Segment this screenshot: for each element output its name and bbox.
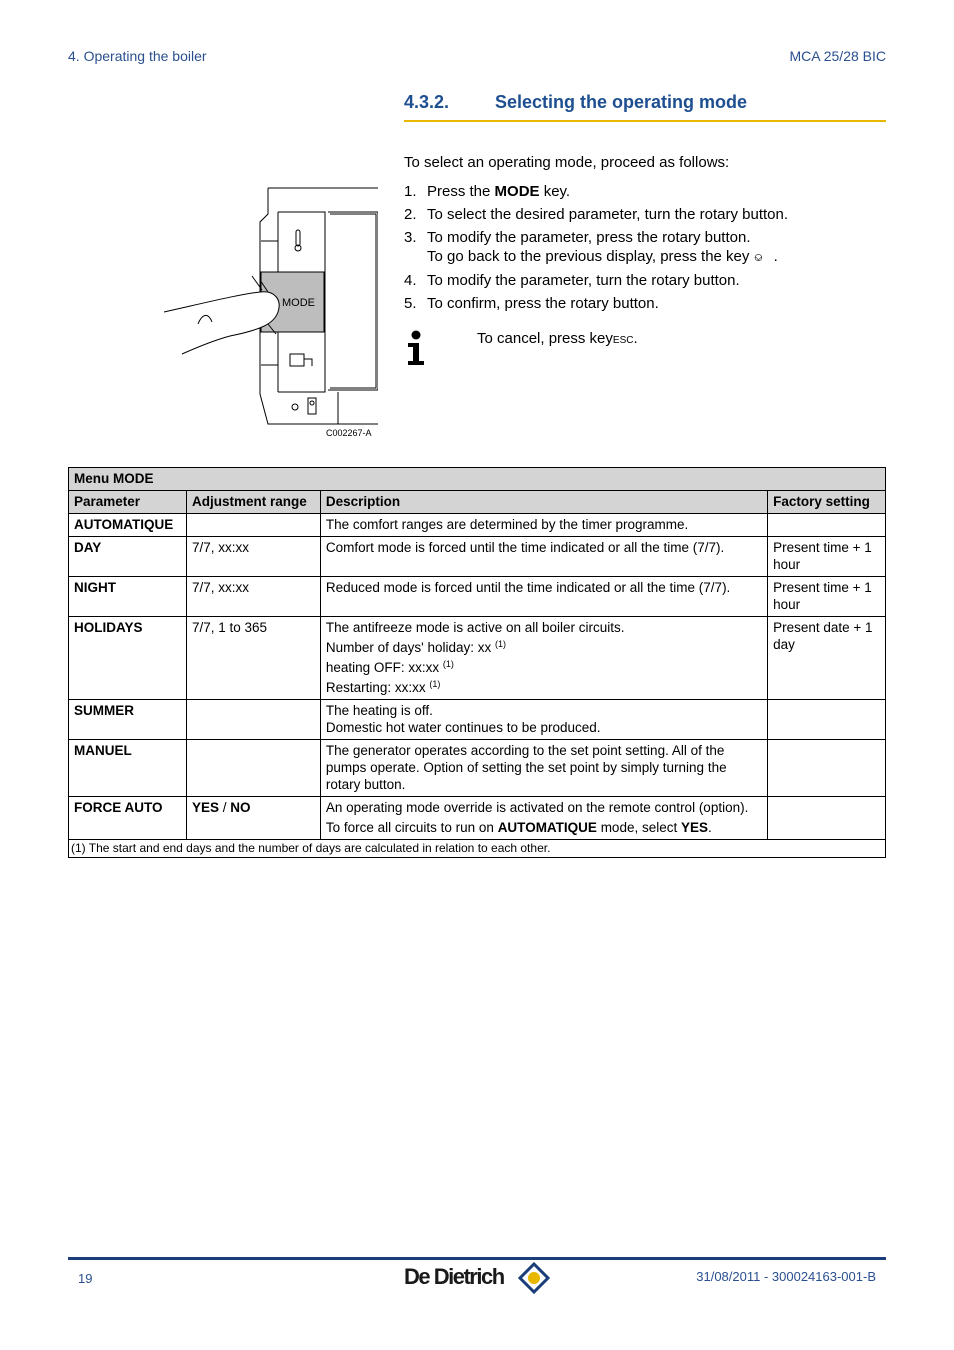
step-5: 5. To confirm, press the rotary button. — [404, 295, 659, 312]
tap-icon — [290, 354, 312, 366]
brand-name: De Dietrich — [404, 1264, 504, 1289]
brand-logo — [404, 1261, 554, 1293]
col-header: Parameter — [69, 491, 187, 514]
info-icon — [404, 330, 428, 366]
step-3: 3. To modify the parameter, press the rotary button. To go back to the previous display, press the key ⎉ . — [404, 229, 778, 265]
step-4: 4. To modify the parameter, turn the rotary button. — [404, 272, 740, 289]
esc-key: ESC — [612, 335, 634, 346]
table-row: SUMMER The heating is off. Domestic hot water continues to be produced. — [69, 700, 886, 740]
document-reference: 31/08/2011 - 300024163-001-B — [696, 1269, 876, 1284]
header-model: MCA 25/28 BIC — [789, 48, 886, 64]
info-note: To cancel, press keyESC. — [404, 328, 886, 368]
table-footnote: (1) The start and end days and the number of days are calculated in relation to each other. — [69, 840, 886, 858]
table-row: AUTOMATIQUE The comfort ranges are determined by the timer programme. — [69, 514, 886, 537]
page-number: 19 — [78, 1271, 93, 1286]
intro-text: To select an operating mode, proceed as follows: — [404, 154, 730, 171]
chimney-sweep-icon — [308, 398, 316, 414]
col-header: Adjustment range — [186, 491, 320, 514]
mode-button-label: MODE — [282, 297, 315, 309]
footer-rule — [68, 1257, 886, 1260]
header-chapter: 4. Operating the boiler — [68, 48, 207, 64]
control-panel-illustration — [160, 184, 378, 442]
steps-list — [404, 182, 886, 317]
table-row: MANUEL The generator operates according to the set point setting. All of the pumps operate. Option of setting the set point by simply turning the rotary button. — [69, 740, 886, 797]
section-title: Selecting the operating mode — [495, 92, 748, 112]
thermometer-icon — [295, 230, 301, 251]
figure-code: C002267-A — [326, 428, 372, 438]
section-heading — [404, 90, 886, 122]
table-title: Menu MODE — [69, 468, 886, 491]
section-number: 4.3.2. — [404, 92, 450, 112]
step-2: 2. To select the desired parameter, turn the rotary button. — [404, 206, 789, 223]
brand-diamond-icon — [518, 1262, 550, 1294]
table-row: DAY 7/7, xx:xx Comfort mode is forced until the time indicated or all the time (7/7). Present time + 1 hour — [69, 537, 886, 577]
col-header: Description — [320, 491, 767, 514]
table-row: HOLIDAYS 7/7, 1 to 365 The antifreeze mode is active on all boiler circuits. Number of days' holiday: xx $^{(1)}$ heating OFF: xx:xx $^{(1)}$ Restarting: xx:xx $^{(1)}$ Present date + 1 day — [69, 617, 886, 700]
led-icon — [292, 404, 298, 410]
step-1: 1. Press the MODE key. — [404, 183, 571, 200]
table-row: NIGHT 7/7, xx:xx Reduced mode is forced until the time indicated or all the time (7/7). Present time + 1 hour — [69, 577, 886, 617]
table-row: FORCE AUTO YES / NO An operating mode override is activated on the remote control (option). To force all circuits to run on AUTOMATIQUE mode, select YES. — [69, 797, 886, 840]
col-header: Factory setting — [768, 491, 886, 514]
menu-mode-table — [68, 467, 886, 858]
back-key-icon: ⎉ — [753, 250, 764, 264]
